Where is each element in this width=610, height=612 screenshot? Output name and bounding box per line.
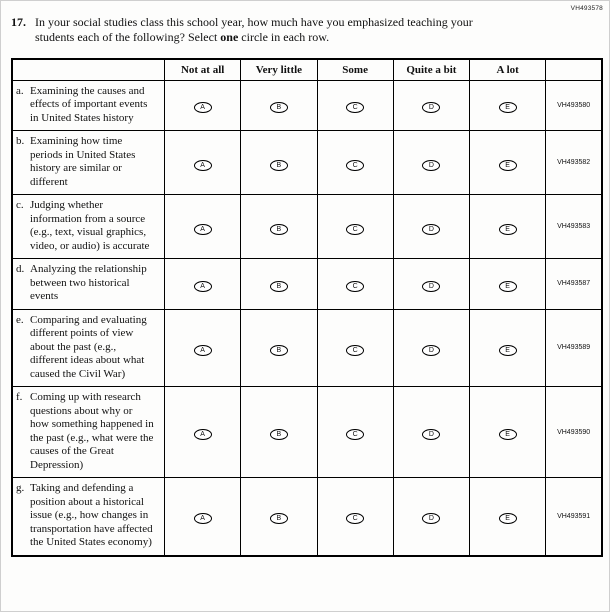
row-label-cell (12, 309, 165, 387)
row-letter: a. (16, 84, 24, 97)
option-cell (470, 195, 546, 259)
table-row (12, 387, 602, 478)
option-cell (241, 387, 317, 478)
row-code: VH493590 (546, 387, 602, 478)
row-code: VH493587 (546, 259, 602, 310)
row-label: Comparing and evaluating different points of view about the past (e.g., different ideas about what caused the Civil War) (30, 313, 147, 380)
option-cell (241, 80, 317, 131)
row-label-cell (12, 387, 165, 478)
option-cell (470, 387, 546, 478)
answer-oval-b[interactable]: B (270, 224, 288, 235)
option-cell (241, 309, 317, 387)
table-row (12, 195, 602, 259)
answer-oval-c[interactable]: C (346, 160, 364, 171)
option-cell (317, 131, 393, 195)
answer-oval-d[interactable]: D (422, 429, 440, 440)
row-label-cell (12, 80, 165, 131)
option-cell (165, 195, 241, 259)
option-cell (317, 80, 393, 131)
answer-oval-e[interactable]: E (499, 345, 517, 356)
option-cell (470, 309, 546, 387)
answer-table-body (12, 80, 602, 556)
option-cell (470, 80, 546, 131)
answer-oval-b[interactable]: B (270, 281, 288, 292)
answer-oval-e[interactable]: E (499, 281, 517, 292)
column-header-some: Some (317, 59, 393, 81)
option-cell (317, 309, 393, 387)
header-empty-label-cell (12, 59, 165, 81)
column-header-very-little: Very little (241, 59, 317, 81)
row-label: Analyzing the relationship between two historical events (30, 263, 147, 303)
table-row (12, 309, 602, 387)
answer-oval-b[interactable]: B (270, 513, 288, 524)
row-letter: g. (16, 482, 25, 495)
row-label: Examining the causes and effects of important events in United States history (30, 84, 148, 124)
option-cell (393, 131, 469, 195)
answer-oval-c[interactable]: C (346, 513, 364, 524)
answer-oval-e[interactable]: E (499, 160, 517, 171)
answer-oval-d[interactable]: D (422, 345, 440, 356)
option-cell (165, 259, 241, 310)
answer-oval-a[interactable]: A (194, 160, 212, 171)
answer-oval-e[interactable]: E (499, 102, 517, 113)
option-cell (317, 195, 393, 259)
option-cell (393, 80, 469, 131)
answer-oval-a[interactable]: A (194, 429, 212, 440)
answer-oval-b[interactable]: B (270, 345, 288, 356)
answer-oval-c[interactable]: C (346, 102, 364, 113)
option-cell (317, 259, 393, 310)
header-empty-code-cell (546, 59, 602, 81)
option-cell (165, 80, 241, 131)
question-text (35, 15, 505, 46)
question-number: 17. (11, 15, 26, 29)
table-row (12, 478, 602, 556)
row-code: VH493580 (546, 80, 602, 131)
answer-oval-c[interactable]: C (346, 224, 364, 235)
answer-oval-e[interactable]: E (499, 429, 517, 440)
answer-oval-b[interactable]: B (270, 429, 288, 440)
answer-oval-d[interactable]: D (422, 224, 440, 235)
answer-oval-a[interactable]: A (194, 102, 212, 113)
answer-oval-c[interactable]: C (346, 345, 364, 356)
row-letter: e. (16, 313, 24, 326)
answer-oval-a[interactable]: A (194, 513, 212, 524)
question-text-end: circle in each row. (238, 30, 330, 45)
table-row (12, 259, 602, 310)
option-cell (165, 387, 241, 478)
column-header-a-lot: A lot (470, 59, 546, 81)
table-row (12, 131, 602, 195)
header-row (12, 59, 602, 81)
row-label: Coming up with research questions about why or how something happened in the past (e.g., what were the causes of the Great Depression) (30, 391, 154, 471)
row-letter: f. (16, 391, 23, 404)
row-label: Examining how time periods in United States history are similar or different (30, 135, 136, 188)
answer-oval-d[interactable]: D (422, 160, 440, 171)
row-label-cell (12, 131, 165, 195)
option-cell (393, 478, 469, 556)
option-cell (393, 387, 469, 478)
option-cell (393, 259, 469, 310)
row-label-cell (12, 195, 165, 259)
question-text-start: In your social studies class this school year, how much have you emphasized teaching your students each of the following? Select (35, 15, 473, 45)
option-cell (241, 131, 317, 195)
answer-oval-a[interactable]: A (194, 345, 212, 356)
answer-oval-e[interactable]: E (499, 224, 517, 235)
answer-oval-c[interactable]: C (346, 429, 364, 440)
answer-oval-d[interactable]: D (422, 102, 440, 113)
row-label-cell (12, 478, 165, 556)
answer-oval-c[interactable]: C (346, 281, 364, 292)
option-cell (241, 259, 317, 310)
answer-oval-d[interactable]: D (422, 281, 440, 292)
option-cell (393, 309, 469, 387)
column-header-quite-a-bit: Quite a bit (393, 59, 469, 81)
answer-oval-d[interactable]: D (422, 513, 440, 524)
option-cell (165, 478, 241, 556)
table-row (12, 80, 602, 131)
answer-oval-b[interactable]: B (270, 102, 288, 113)
option-cell (470, 131, 546, 195)
option-cell (241, 195, 317, 259)
row-code: VH493582 (546, 131, 602, 195)
row-code: VH493583 (546, 195, 602, 259)
question-17 (11, 15, 601, 46)
page-form-code: VH493578 (570, 5, 603, 12)
row-letter: b. (16, 135, 25, 148)
option-cell (317, 387, 393, 478)
option-cell (470, 259, 546, 310)
answer-oval-e[interactable]: E (499, 513, 517, 524)
option-cell (165, 309, 241, 387)
option-cell (241, 478, 317, 556)
option-cell (165, 131, 241, 195)
answer-oval-a[interactable]: A (194, 281, 212, 292)
option-cell (317, 478, 393, 556)
row-letter: d. (16, 263, 25, 276)
option-cell (470, 478, 546, 556)
row-code: VH493589 (546, 309, 602, 387)
row-letter: c. (16, 199, 24, 212)
row-label-cell (12, 259, 165, 310)
column-header-not-at-all: Not at all (165, 59, 241, 81)
row-label: Taking and defending a position about a historical issue (e.g., how changes in transportation have affected the United States economy) (30, 482, 153, 549)
question-text-emphasis: one (220, 30, 239, 45)
question-17-answer-table (11, 58, 603, 557)
row-code: VH493591 (546, 478, 602, 556)
row-label: Judging whether information from a source (e.g., text, visual graphics, video, or audio) is accurate (30, 199, 150, 252)
option-cell (393, 195, 469, 259)
answer-oval-a[interactable]: A (194, 224, 212, 235)
answer-oval-b[interactable]: B (270, 160, 288, 171)
